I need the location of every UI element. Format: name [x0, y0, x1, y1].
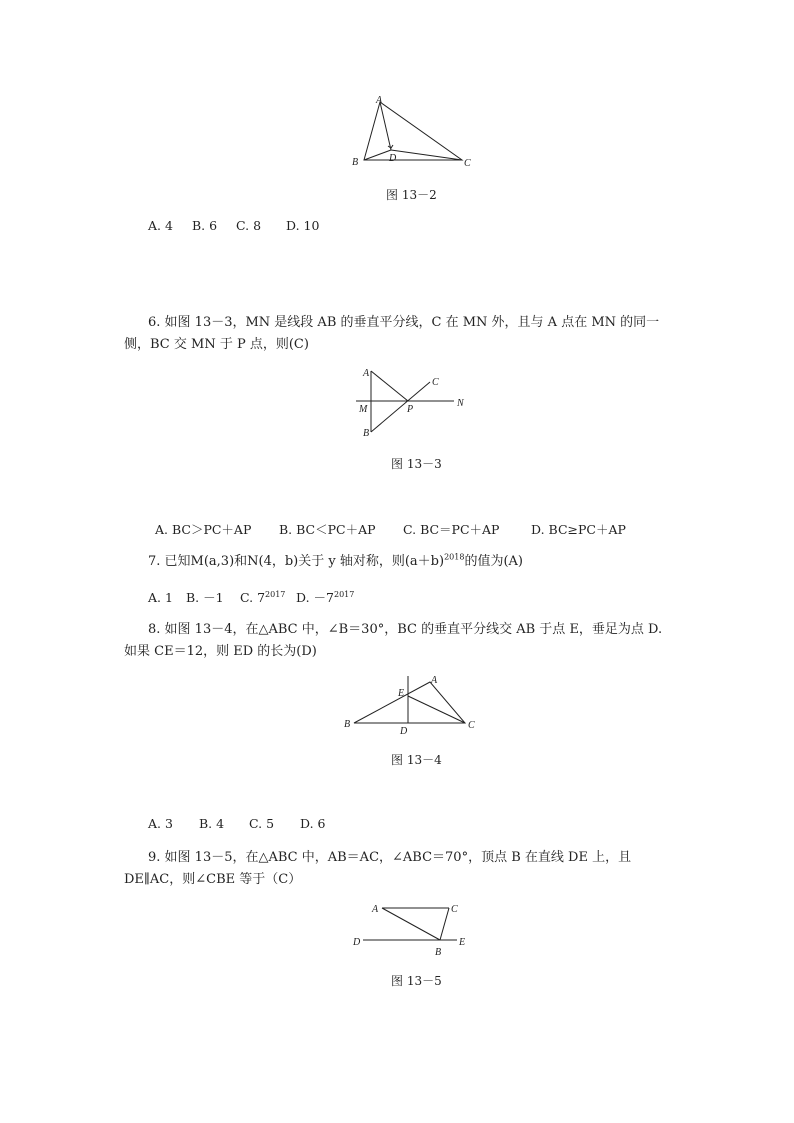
label-b: B [352, 157, 359, 168]
label-n: N [457, 398, 464, 409]
label-b: B [344, 719, 351, 730]
label-c: C [468, 720, 475, 731]
q5-option-b: B. 6 [192, 218, 218, 233]
q7-text [148, 553, 523, 571]
label-d: D [389, 153, 397, 164]
q6-option-d: D. BC≥PC＋AP [531, 522, 626, 537]
q6-option-b: B. BC＜PC＋AP [279, 522, 376, 537]
q6-options [155, 520, 626, 538]
q7-exponent: 2018 [444, 552, 465, 562]
q7-option-a: A. 1 [148, 590, 173, 605]
label-b: B [435, 947, 442, 958]
q7-options [148, 588, 354, 606]
q9-text-line2: DE∥AC，则∠CBE 等于（C） [124, 872, 302, 887]
label-m: M [359, 404, 368, 415]
label-a: A [376, 95, 383, 106]
q8-option-b: B. 4 [199, 816, 225, 831]
label-a: A [372, 904, 379, 915]
caption-13-3: 图 13－3 [391, 457, 442, 471]
q6-text-line2: 侧，BC 交 MN 于 P 点，则(C) [124, 337, 309, 352]
triangle-abc [364, 102, 462, 160]
triangle-abc [354, 682, 465, 723]
q5-option-d: D. 10 [286, 218, 320, 233]
q5-option-a: A. 4 [148, 218, 173, 233]
label-a: A [431, 675, 438, 686]
caption-13-5: 图 13－5 [391, 974, 442, 988]
label-b: B [363, 428, 370, 439]
segment-ap [371, 371, 408, 401]
q5-option-c: C. 8 [236, 218, 262, 233]
q9-text-line1: 9. 如图 13－5，在△ABC 中，AB＝AC，∠ABC＝70°，顶点 B 在直线 DE 上，且 [148, 850, 632, 865]
label-e: E [398, 688, 405, 699]
q8-options [148, 816, 325, 831]
segment-ec [408, 696, 465, 723]
q7-option-b: B. －1 [186, 590, 224, 605]
segment-bc [440, 908, 449, 940]
label-c: C [464, 158, 471, 169]
q7-option-d: D. $-7^{2017}$ [296, 589, 355, 605]
figure-13-3 [350, 364, 480, 444]
q8-option-a: A. 3 [148, 816, 173, 831]
label-p: P [407, 404, 414, 415]
q8-text-line2: 如果 CE＝12，则 ED 的长为(D) [124, 644, 317, 659]
q6-option-c: C. BC＝PC＋AP [403, 522, 500, 537]
label-c: C [451, 904, 458, 915]
q5-options [148, 218, 319, 233]
label-a: A [363, 368, 370, 379]
label-d: D [353, 937, 361, 948]
q6-option-a: A. BC＞PC＋AP [155, 522, 252, 537]
segment-dc [391, 150, 462, 160]
figure-13-5 [345, 898, 485, 960]
q7-text-pre: 7. 已知M(a,3)和N(4，b)关于 y 轴对称，则(a＋b) [148, 554, 445, 569]
label-c: C [432, 377, 439, 388]
label-e: E [459, 937, 466, 948]
q8-option-d: D. 6 [300, 816, 326, 831]
q6-text-line1: 6. 如图 13－3，MN 是线段 AB 的垂直平分线，C 在 MN 外，且与 A 点在 MN 的同一 [148, 315, 660, 330]
label-d: D [400, 726, 408, 737]
segment-bd [364, 150, 391, 160]
q8-option-c: C. 5 [249, 816, 275, 831]
figure-13-4 [340, 672, 480, 738]
caption-13-4: 图 13－4 [391, 753, 442, 767]
q7-option-c: C. $7^{2017}$ [240, 589, 286, 605]
q7-text-post: 的值为(A) [464, 554, 523, 569]
segment-ab [382, 908, 440, 940]
segment-bc [371, 382, 430, 432]
caption-13-2: 图 13－2 [386, 188, 437, 202]
q8-text-line1: 8. 如图 13－4，在△ABC 中，∠B＝30°，BC 的垂直平分线交 AB 于点 E，垂足为点 D. [148, 622, 663, 637]
figure-13-2 [340, 90, 480, 170]
